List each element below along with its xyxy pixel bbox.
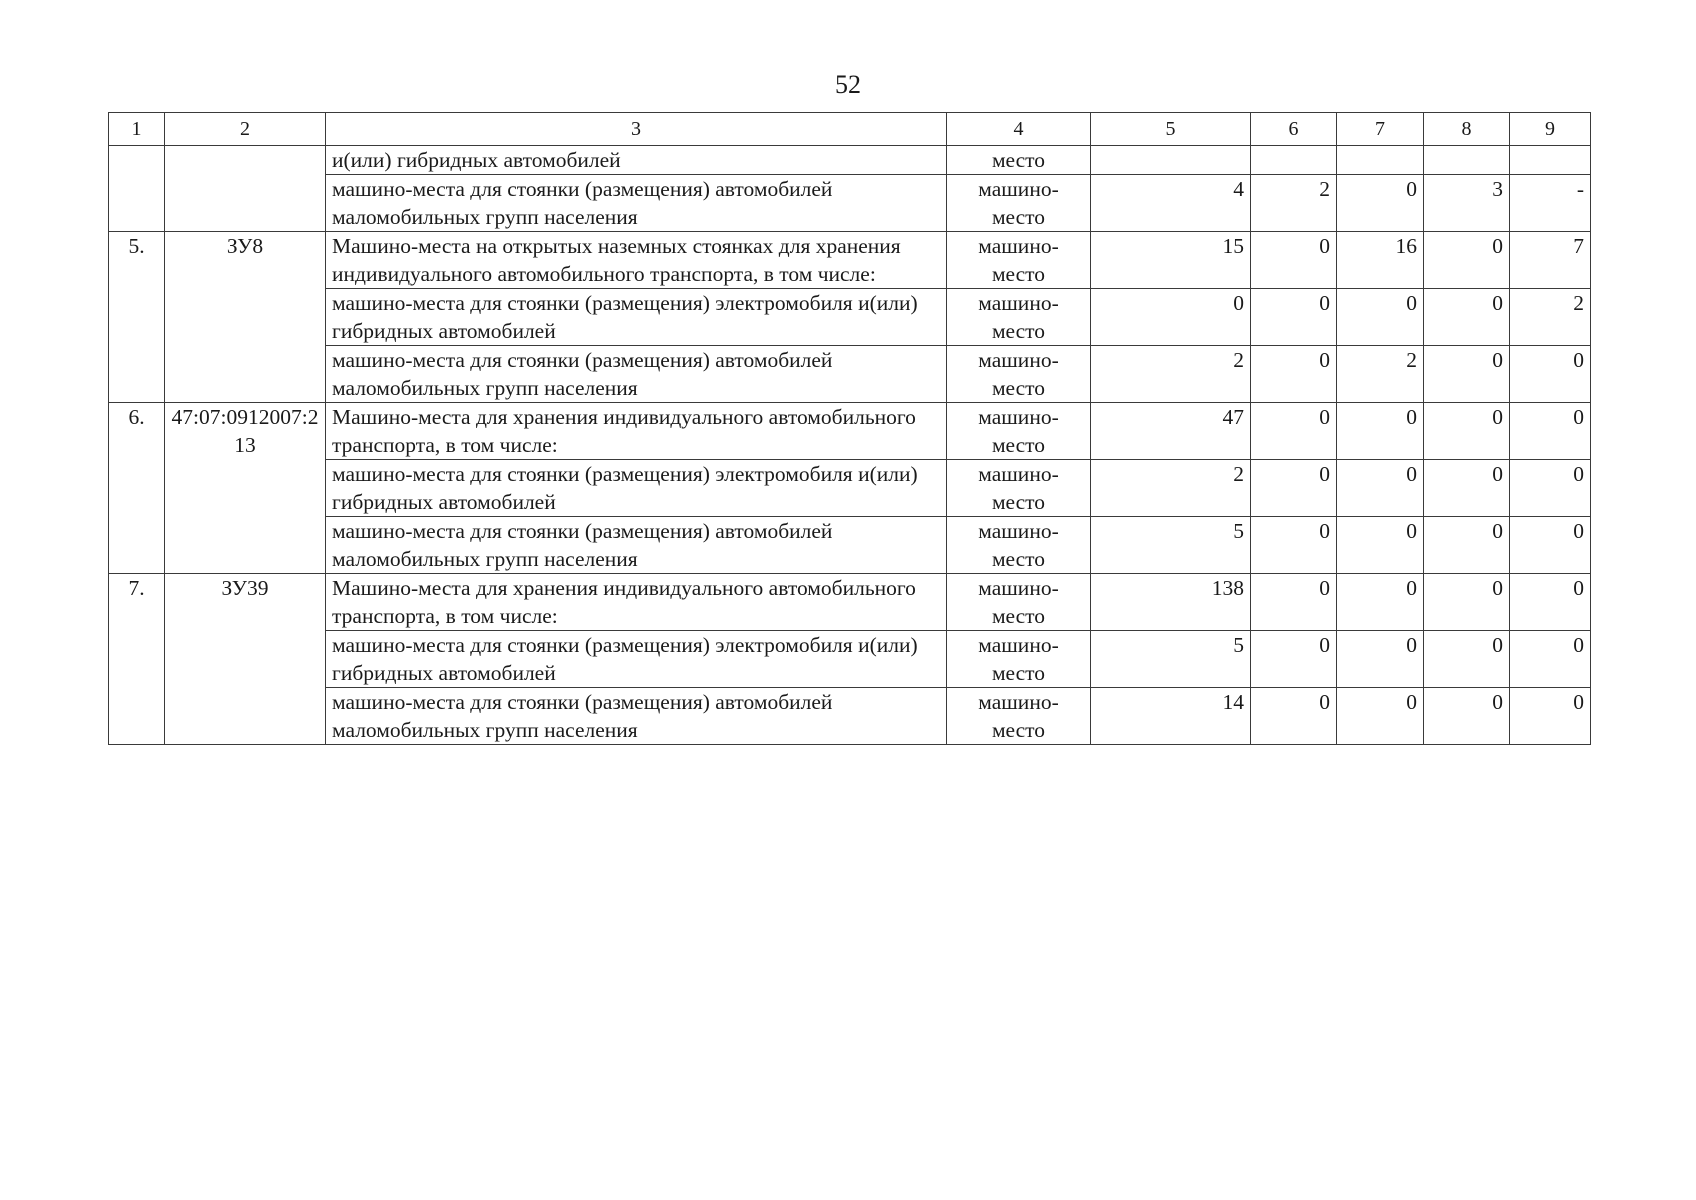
value-col-6: 0 bbox=[1251, 403, 1337, 460]
row-description: Машино-места для хранения индивидуального автомобильного транспорта, в том числе: bbox=[326, 574, 947, 631]
value-col-6: 0 bbox=[1251, 232, 1337, 289]
table-row bbox=[109, 232, 1591, 289]
value-col-5: 47 bbox=[1091, 403, 1251, 460]
value-col-7: 16 bbox=[1337, 232, 1424, 289]
data-table bbox=[108, 112, 1591, 745]
value-col-8: 0 bbox=[1424, 403, 1510, 460]
value-col-7: 0 bbox=[1337, 289, 1424, 346]
value-col-5: 138 bbox=[1091, 574, 1251, 631]
row-description: машино-места для стоянки (размещения) автомобилей маломобильных групп населения bbox=[326, 346, 947, 403]
value-col-5: 14 bbox=[1091, 688, 1251, 745]
value-col-8 bbox=[1424, 146, 1510, 175]
value-col-8: 0 bbox=[1424, 289, 1510, 346]
value-col-9: 0 bbox=[1510, 631, 1591, 688]
row-code bbox=[165, 146, 326, 232]
value-col-9: 7 bbox=[1510, 232, 1591, 289]
table-row bbox=[109, 574, 1591, 631]
value-col-5: 2 bbox=[1091, 346, 1251, 403]
table-row bbox=[109, 146, 1591, 175]
value-col-6: 0 bbox=[1251, 688, 1337, 745]
row-description: и(или) гибридных автомобилей bbox=[326, 146, 947, 175]
row-code: ЗУ39 bbox=[165, 574, 326, 745]
value-col-8: 0 bbox=[1424, 460, 1510, 517]
row-number: 6. bbox=[109, 403, 165, 574]
column-header: 1 bbox=[109, 113, 165, 146]
row-description: машино-места для стоянки (размещения) автомобилей маломобильных групп населения bbox=[326, 688, 947, 745]
row-description: Машино-места для хранения индивидуального автомобильного транспорта, в том числе: bbox=[326, 403, 947, 460]
table-row bbox=[109, 688, 1591, 745]
column-header: 4 bbox=[947, 113, 1091, 146]
column-header: 9 bbox=[1510, 113, 1591, 146]
table-row bbox=[109, 631, 1591, 688]
row-number bbox=[109, 146, 165, 232]
column-header: 8 bbox=[1424, 113, 1510, 146]
value-col-8: 0 bbox=[1424, 346, 1510, 403]
row-code: 47:07:0912007:213 bbox=[165, 403, 326, 574]
value-col-5 bbox=[1091, 146, 1251, 175]
value-col-7: 0 bbox=[1337, 631, 1424, 688]
value-col-5: 4 bbox=[1091, 175, 1251, 232]
row-unit: машино-место bbox=[947, 631, 1091, 688]
value-col-9: 0 bbox=[1510, 460, 1591, 517]
value-col-6: 0 bbox=[1251, 460, 1337, 517]
row-unit: место bbox=[947, 146, 1091, 175]
row-unit: машино-место bbox=[947, 232, 1091, 289]
value-col-6: 0 bbox=[1251, 631, 1337, 688]
row-description: машино-места для стоянки (размещения) электромобиля и(или) гибридных автомобилей bbox=[326, 460, 947, 517]
value-col-5: 2 bbox=[1091, 460, 1251, 517]
table-row bbox=[109, 175, 1591, 232]
header-row bbox=[109, 113, 1591, 146]
value-col-7: 0 bbox=[1337, 460, 1424, 517]
value-col-6: 2 bbox=[1251, 175, 1337, 232]
table-row bbox=[109, 403, 1591, 460]
value-col-8: 0 bbox=[1424, 688, 1510, 745]
value-col-5: 5 bbox=[1091, 631, 1251, 688]
value-col-6: 0 bbox=[1251, 574, 1337, 631]
row-unit: машино-место bbox=[947, 517, 1091, 574]
value-col-8: 0 bbox=[1424, 517, 1510, 574]
value-col-5: 5 bbox=[1091, 517, 1251, 574]
column-header: 3 bbox=[326, 113, 947, 146]
value-col-5: 0 bbox=[1091, 289, 1251, 346]
row-unit: машино-место bbox=[947, 403, 1091, 460]
row-number: 5. bbox=[109, 232, 165, 403]
value-col-6: 0 bbox=[1251, 346, 1337, 403]
value-col-8: 0 bbox=[1424, 631, 1510, 688]
value-col-7: 0 bbox=[1337, 574, 1424, 631]
row-number: 7. bbox=[109, 574, 165, 745]
value-col-7: 0 bbox=[1337, 175, 1424, 232]
row-unit: машино-место bbox=[947, 175, 1091, 232]
value-col-8: 0 bbox=[1424, 574, 1510, 631]
table-row bbox=[109, 346, 1591, 403]
value-col-9 bbox=[1510, 146, 1591, 175]
row-unit: машино-место bbox=[947, 688, 1091, 745]
value-col-7: 0 bbox=[1337, 517, 1424, 574]
table-row bbox=[109, 460, 1591, 517]
value-col-9: 0 bbox=[1510, 346, 1591, 403]
row-description: машино-места для стоянки (размещения) автомобилей маломобильных групп населения bbox=[326, 517, 947, 574]
value-col-6: 0 bbox=[1251, 517, 1337, 574]
column-header: 7 bbox=[1337, 113, 1424, 146]
value-col-7: 0 bbox=[1337, 403, 1424, 460]
table-row bbox=[109, 289, 1591, 346]
row-unit: машино-место bbox=[947, 289, 1091, 346]
column-header: 2 bbox=[165, 113, 326, 146]
page-number: 52 bbox=[835, 70, 861, 99]
row-description: машино-места для стоянки (размещения) электромобиля и(или) гибридных автомобилей bbox=[326, 631, 947, 688]
value-col-9: 2 bbox=[1510, 289, 1591, 346]
value-col-9: 0 bbox=[1510, 688, 1591, 745]
table-row bbox=[109, 517, 1591, 574]
value-col-7: 2 bbox=[1337, 346, 1424, 403]
value-col-6 bbox=[1251, 146, 1337, 175]
row-description: Машино-места на открытых наземных стоянках для хранения индивидуального автомобильного транспорта, в том числе: bbox=[326, 232, 947, 289]
value-col-6: 0 bbox=[1251, 289, 1337, 346]
row-code: ЗУ8 bbox=[165, 232, 326, 403]
value-col-8: 3 bbox=[1424, 175, 1510, 232]
value-col-7 bbox=[1337, 146, 1424, 175]
value-col-9: - bbox=[1510, 175, 1591, 232]
row-unit: машино-место bbox=[947, 574, 1091, 631]
row-unit: машино-место bbox=[947, 346, 1091, 403]
column-header: 6 bbox=[1251, 113, 1337, 146]
value-col-9: 0 bbox=[1510, 403, 1591, 460]
row-unit: машино-место bbox=[947, 460, 1091, 517]
value-col-9: 0 bbox=[1510, 517, 1591, 574]
value-col-7: 0 bbox=[1337, 688, 1424, 745]
value-col-5: 15 bbox=[1091, 232, 1251, 289]
value-col-8: 0 bbox=[1424, 232, 1510, 289]
value-col-9: 0 bbox=[1510, 574, 1591, 631]
row-description: машино-места для стоянки (размещения) автомобилей маломобильных групп населения bbox=[326, 175, 947, 232]
column-header: 5 bbox=[1091, 113, 1251, 146]
row-description: машино-места для стоянки (размещения) электромобиля и(или) гибридных автомобилей bbox=[326, 289, 947, 346]
